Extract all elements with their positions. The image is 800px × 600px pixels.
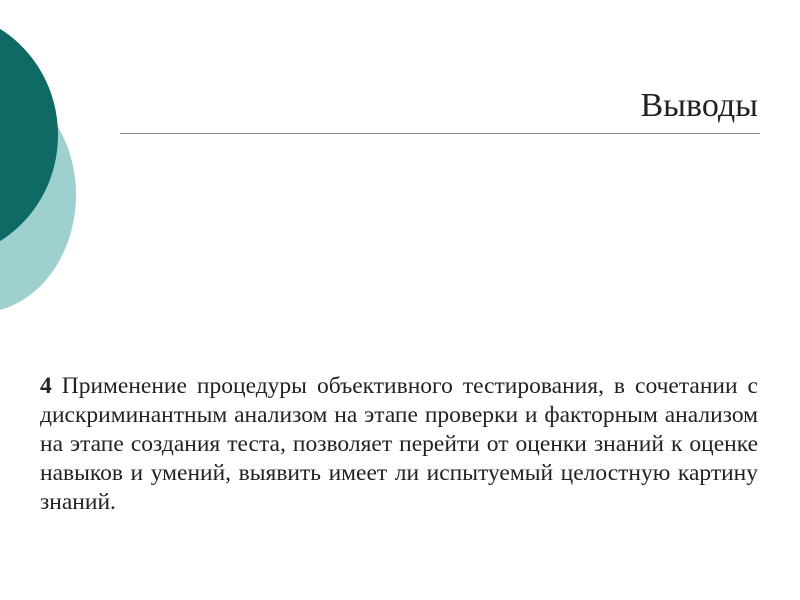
point-text: Применение процедуры объективного тестирования, в сочетании с дискриминантным анализом на этапе проверки и факторным анализом на этапе создания теста, позволяет перейти от оценки знаний к оценке навыков и умений, выявить имеет ли испытуемый целостную картину знаний. <box>40 373 758 515</box>
slide-title: Выводы <box>640 87 758 124</box>
title-divider <box>120 133 760 134</box>
point-number: 4 <box>40 373 52 399</box>
conclusion-paragraph <box>40 372 758 517</box>
